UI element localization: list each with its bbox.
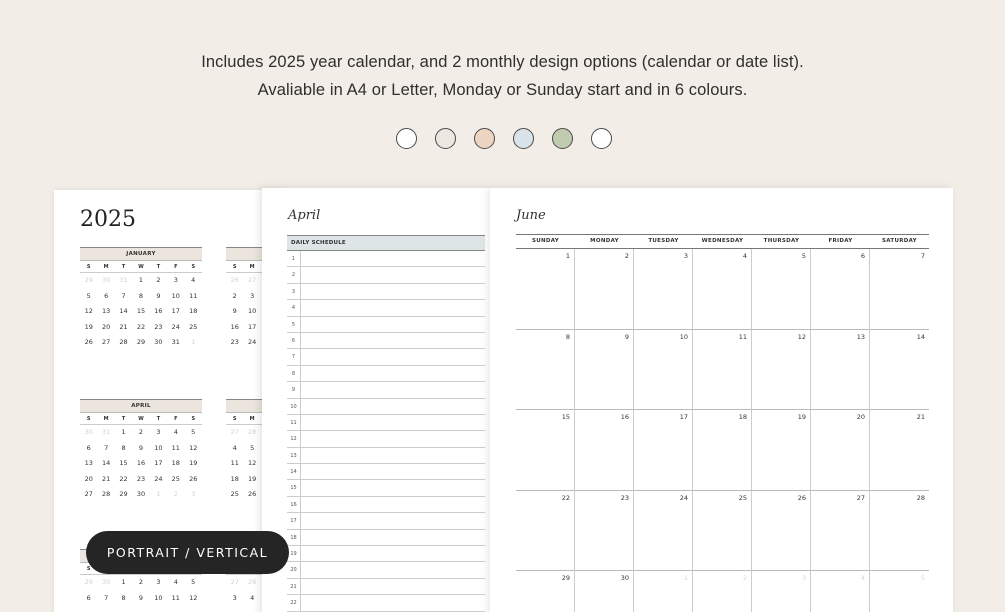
mini-day: 1 — [121, 428, 126, 436]
calendar-day-cell: 3 — [634, 249, 693, 330]
mini-day: 6 — [86, 593, 91, 602]
mini-day: 1 — [121, 578, 126, 586]
mini-day: 2 — [156, 276, 161, 284]
mini-month-grid — [80, 261, 202, 351]
schedule-row-number: 9 — [287, 382, 301, 397]
calendar-day-cell: 7 — [870, 249, 929, 330]
calendar-day-cell: 5 — [752, 249, 811, 330]
mini-day: 31 — [171, 338, 180, 346]
mini-day: 31 — [101, 428, 111, 436]
mini-day: 19 — [189, 459, 198, 467]
schedule-row — [287, 448, 485, 464]
mini-day: 4 — [173, 428, 178, 436]
schedule-row — [287, 300, 485, 316]
mini-day: 26 — [230, 276, 239, 284]
mini-day: 10 — [171, 291, 180, 300]
calendar-day-cell: 18 — [693, 410, 752, 491]
mini-weekday-label: M — [243, 413, 260, 425]
mini-weekday-label: M — [97, 261, 114, 273]
june-calendar — [516, 234, 929, 612]
mini-weekday-label: F — [167, 261, 184, 273]
schedule-row — [287, 497, 485, 513]
calendar-day-cell: 12 — [752, 330, 811, 411]
mini-day: 20 — [101, 322, 111, 331]
calendar-day-cell: 23 — [575, 491, 634, 572]
colour-swatch[interactable] — [435, 128, 456, 149]
mini-day: 28 — [247, 578, 257, 586]
mini-day: 21 — [119, 322, 128, 331]
mini-weekday-label: M — [243, 261, 260, 273]
mini-weekday-label: S — [185, 413, 202, 425]
schedule-row — [287, 366, 485, 382]
mini-weekday-label: S — [80, 261, 97, 273]
daily-schedule-header: DAILY SCHEDULE — [287, 235, 485, 251]
mini-day: 3 — [173, 276, 178, 284]
mini-day: 28 — [247, 428, 257, 436]
mini-day: 5 — [191, 578, 196, 586]
mini-month-grid — [80, 413, 202, 503]
mini-day: 1 — [191, 338, 196, 346]
calendar-day-cell: 21 — [870, 410, 929, 491]
mini-day: 16 — [154, 307, 163, 315]
calendar-day-cell: 13 — [811, 330, 870, 411]
schedule-row-number: 2 — [287, 267, 301, 282]
calendar-day-cell: 30 — [575, 571, 634, 612]
calendar-day-cell: 4 — [693, 249, 752, 330]
mini-weekday-label: T — [150, 261, 167, 273]
weekday-label: SUNDAY — [531, 238, 560, 244]
mini-day: 2 — [138, 428, 144, 436]
schedule-row-number: 7 — [287, 349, 301, 364]
mini-day: 30 — [101, 276, 111, 284]
colour-swatch[interactable] — [591, 128, 612, 149]
mini-day: 8 — [121, 443, 126, 452]
schedule-row — [287, 513, 485, 529]
mini-day: 2 — [138, 578, 144, 586]
mini-day: 21 — [101, 474, 111, 483]
mini-day: 10 — [154, 443, 163, 452]
calendar-grid — [516, 249, 929, 612]
weekday-label: FRIDAY — [828, 238, 853, 244]
schedule-row-number: 19 — [287, 546, 301, 561]
schedule-row — [287, 317, 485, 333]
mini-day: 27 — [101, 338, 111, 346]
schedule-row — [287, 546, 485, 562]
calendar-day-cell: 27 — [811, 491, 870, 572]
schedule-row — [287, 333, 485, 349]
schedule-row — [287, 530, 485, 546]
schedule-row-number: 3 — [287, 284, 301, 299]
mini-day: 24 — [171, 322, 180, 331]
mini-month-april — [80, 399, 202, 503]
mini-day: 28 — [101, 490, 111, 498]
mini-day: 15 — [119, 459, 128, 467]
mini-day: 3 — [156, 428, 161, 436]
mini-day: 17 — [154, 459, 163, 467]
calendar-day-cell: 6 — [811, 249, 870, 330]
colour-swatch[interactable] — [552, 128, 573, 149]
calendar-day-cell: 2 — [693, 571, 752, 612]
schedule-row-number: 1 — [287, 251, 301, 266]
colour-swatches — [396, 128, 612, 149]
schedule-row-number: 15 — [287, 480, 301, 495]
mini-day: 25 — [171, 474, 180, 483]
june-title: June — [516, 208, 546, 223]
calendar-day-cell: 17 — [634, 410, 693, 491]
mini-month-january — [80, 247, 202, 351]
weekday-header — [516, 234, 929, 249]
calendar-day-cell: 28 — [870, 491, 929, 572]
schedule-row — [287, 399, 485, 415]
mini-day: 30 — [101, 578, 111, 586]
year-title: 2025 — [80, 207, 136, 232]
mini-day: 19 — [247, 474, 257, 483]
mini-day: 22 — [136, 322, 146, 331]
mini-day: 12 — [189, 443, 198, 452]
mini-day: 11 — [171, 593, 180, 602]
calendar-day-cell: 22 — [516, 491, 575, 572]
schedule-row — [287, 431, 485, 447]
mini-day: 9 — [232, 307, 237, 315]
mini-day: 17 — [171, 307, 180, 315]
mini-weekday-label: W — [132, 261, 149, 273]
mini-day: 16 — [230, 322, 239, 331]
mini-day: 27 — [84, 490, 93, 498]
mini-day: 2 — [232, 291, 237, 300]
calendar-day-cell: 26 — [752, 491, 811, 572]
mini-day: 18 — [189, 307, 198, 315]
mini-weekday-label: T — [150, 413, 167, 425]
schedule-row-number: 5 — [287, 317, 301, 332]
headline-includes: Includes 2025 year calendar, and 2 monthly design options (calendar or date list). — [201, 53, 804, 71]
mini-day: 10 — [154, 593, 163, 602]
schedule-row-number: 17 — [287, 513, 301, 528]
mini-day: 24 — [247, 338, 257, 346]
schedule-row-number: 13 — [287, 448, 301, 463]
calendar-day-cell: 20 — [811, 410, 870, 491]
mini-day: 3 — [250, 291, 255, 300]
headline-availability: Avaliable in A4 or Letter, Monday or Sunday start and in 6 colours. — [257, 81, 748, 99]
schedule-row-number: 20 — [287, 562, 301, 577]
mini-weekday-label: S — [226, 413, 243, 425]
mini-day: 9 — [156, 291, 161, 300]
schedule-row-number: 8 — [287, 366, 301, 381]
mini-weekday-label: W — [132, 413, 149, 425]
schedule-row — [287, 382, 485, 398]
mini-weekday-label: S — [80, 563, 97, 575]
schedule-row-number: 22 — [287, 595, 301, 610]
mini-month-label: JANUARY — [80, 247, 202, 261]
mini-day: 11 — [230, 459, 239, 467]
calendar-day-cell: 8 — [516, 330, 575, 411]
mini-day: 12 — [189, 593, 198, 602]
mini-day: 4 — [232, 443, 237, 452]
mini-day: 3 — [191, 490, 196, 498]
schedule-row — [287, 480, 485, 496]
mini-day: 30 — [84, 428, 93, 436]
mini-day: 29 — [84, 578, 93, 586]
mini-day: 29 — [119, 490, 128, 498]
weekday-label: SATURDAY — [882, 238, 917, 244]
calendar-day-cell: 11 — [693, 330, 752, 411]
mini-day: 11 — [171, 443, 180, 452]
mini-day: 22 — [119, 474, 128, 483]
mini-day: 5 — [250, 443, 255, 452]
mini-day: 30 — [136, 490, 146, 498]
schedule-rows — [287, 251, 485, 612]
mini-day: 20 — [84, 474, 93, 483]
mini-day: 9 — [138, 443, 144, 452]
calendar-day-cell: 16 — [575, 410, 634, 491]
calendar-day-cell: 5 — [870, 571, 929, 612]
schedule-row-number: 16 — [287, 497, 301, 512]
mini-day: 10 — [247, 307, 257, 315]
calendar-day-cell: 29 — [516, 571, 575, 612]
calendar-day-cell: 19 — [752, 410, 811, 491]
schedule-row — [287, 562, 485, 578]
mini-day: 12 — [84, 307, 93, 315]
schedule-row-number: 6 — [287, 333, 301, 348]
mini-day: 29 — [84, 276, 93, 284]
calendar-day-cell: 10 — [634, 330, 693, 411]
schedule-row — [287, 267, 485, 283]
mini-day: 7 — [104, 593, 109, 602]
june-calendar-page — [490, 188, 953, 612]
mini-month-label: APRIL — [80, 399, 202, 413]
calendar-day-cell: 14 — [870, 330, 929, 411]
schedule-row — [287, 251, 485, 267]
mini-day: 26 — [247, 490, 257, 498]
mini-day: 26 — [84, 338, 93, 346]
mini-day: 13 — [84, 459, 93, 467]
mini-day: 12 — [247, 459, 257, 467]
mini-day: 6 — [104, 291, 109, 300]
schedule-row-number: 12 — [287, 431, 301, 446]
mini-day: 7 — [104, 443, 109, 452]
schedule-row-number: 11 — [287, 415, 301, 430]
schedule-row — [287, 579, 485, 595]
mini-day: 26 — [189, 474, 198, 483]
april-title: April — [288, 208, 321, 223]
mini-day: 1 — [138, 276, 144, 284]
mini-day: 5 — [86, 291, 91, 300]
colour-swatch[interactable] — [513, 128, 534, 149]
mini-day: 4 — [173, 578, 178, 586]
mini-day: 7 — [121, 291, 126, 300]
mini-weekday-label: S — [80, 413, 97, 425]
weekday-label: THURSDAY — [763, 238, 800, 244]
mini-day: 28 — [119, 338, 128, 346]
schedule-row — [287, 349, 485, 365]
mini-day: 24 — [154, 474, 163, 483]
calendar-day-cell: 24 — [634, 491, 693, 572]
mini-day: 15 — [136, 307, 146, 315]
mini-weekday-label: S — [185, 261, 202, 273]
mini-day: 16 — [136, 459, 146, 467]
calendar-day-cell: 1 — [516, 249, 575, 330]
mini-weekday-label: T — [115, 413, 132, 425]
mini-day: 3 — [156, 578, 161, 586]
mini-weekday-label: M — [97, 413, 114, 425]
mini-day: 4 — [191, 276, 196, 284]
mini-day: 14 — [101, 459, 111, 467]
mini-day: 25 — [189, 322, 198, 331]
mini-weekday-label: T — [115, 261, 132, 273]
mini-day: 6 — [86, 443, 91, 452]
mini-day: 2 — [173, 490, 178, 498]
april-schedule-page — [262, 188, 490, 612]
mini-day: 4 — [250, 593, 255, 602]
mini-day: 1 — [156, 490, 161, 498]
weekday-label: WEDNESDAY — [701, 238, 744, 244]
calendar-day-cell: 3 — [752, 571, 811, 612]
calendar-day-cell: 2 — [575, 249, 634, 330]
schedule-row — [287, 415, 485, 431]
mini-day: 18 — [230, 474, 239, 483]
mini-day: 31 — [119, 276, 128, 284]
mini-day: 23 — [154, 322, 163, 331]
mini-day: 19 — [84, 322, 93, 331]
calendar-day-cell: 9 — [575, 330, 634, 411]
mini-day: 30 — [154, 338, 163, 346]
calendar-day-cell: 15 — [516, 410, 575, 491]
weekday-label: MONDAY — [590, 238, 619, 244]
mini-weekday-label: S — [226, 261, 243, 273]
mini-day: 27 — [230, 428, 239, 436]
mini-day: 17 — [247, 322, 257, 331]
colour-swatch[interactable] — [396, 128, 417, 149]
mini-day: 11 — [189, 291, 198, 300]
mini-day: 25 — [230, 490, 239, 498]
colour-swatch[interactable] — [474, 128, 495, 149]
schedule-row-number: 18 — [287, 530, 301, 545]
mini-day: 5 — [191, 428, 196, 436]
schedule-row — [287, 284, 485, 300]
schedule-row-number: 21 — [287, 579, 301, 594]
schedule-row-number: 4 — [287, 300, 301, 315]
mini-day: 14 — [119, 307, 128, 315]
calendar-day-cell: 4 — [811, 571, 870, 612]
calendar-day-cell: 1 — [634, 571, 693, 612]
schedule-row — [287, 595, 485, 611]
weekday-label: TUESDAY — [648, 238, 679, 244]
schedule-row — [287, 464, 485, 480]
schedule-row-number: 14 — [287, 464, 301, 479]
mini-day: 29 — [136, 338, 146, 346]
mini-day: 8 — [121, 593, 126, 602]
mini-day: 18 — [171, 459, 180, 467]
mini-day: 9 — [138, 593, 144, 602]
schedule-row-number: 10 — [287, 399, 301, 414]
mini-day: 27 — [230, 578, 239, 586]
mini-weekday-label: F — [167, 413, 184, 425]
orientation-badge: PORTRAIT / VERTICAL — [86, 531, 289, 574]
mini-day: 27 — [247, 276, 257, 284]
mini-day: 13 — [101, 307, 111, 315]
mini-day: 23 — [136, 474, 146, 483]
mini-day: 23 — [230, 338, 239, 346]
mini-day: 3 — [232, 593, 237, 602]
mini-day: 8 — [138, 291, 144, 300]
calendar-day-cell: 25 — [693, 491, 752, 572]
